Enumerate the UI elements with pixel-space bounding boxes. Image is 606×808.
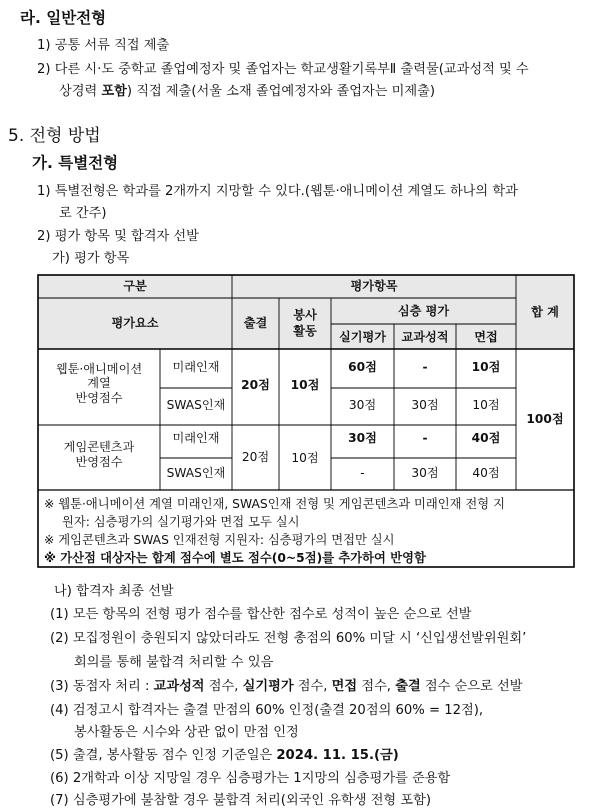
header-practical: 실기평가: [338, 330, 387, 344]
row1-practical: 60점: [348, 360, 377, 374]
group-webtoon-2: 계열: [87, 376, 111, 390]
tie-text-d: 점수,: [357, 679, 396, 694]
table-note-1-line-1: ※ 웹툰·애니메이션 계열 미래인재, SWAS인재 전형 및 게임콘텐츠과 미래인재 전형 지: [44, 497, 505, 511]
ra-item-2-bold: 포함: [101, 84, 127, 99]
row1-grades: -: [422, 360, 428, 374]
header-deep-eval: 심층 평가: [397, 304, 450, 318]
header-grades: 교과성적: [401, 330, 449, 344]
selection-item-4-line-1: (4) 검정고시 합격자는 출결 만점의 60% 인정(출결 20점의 60% = 12점),: [50, 703, 484, 718]
tie-text-a: (3) 동점자 처리 :: [50, 679, 154, 694]
tie-text-c: 점수,: [293, 679, 332, 694]
row3-practical: 30점: [348, 431, 377, 445]
tie-practical: 실기평가: [242, 679, 294, 694]
group-webtoon-3: 반영점수: [75, 391, 123, 405]
selection-item-5: [50, 744, 399, 763]
header-eval-element: 평가요소: [111, 316, 159, 330]
row4-grades: 30점: [411, 466, 439, 480]
row3-type: 미래인재: [172, 431, 220, 445]
reference-date-text: (5) 출결, 봉사활동 점수 인정 기준일은: [50, 748, 277, 763]
header-volunteer-2: 활동: [293, 324, 317, 338]
ga-item-1-line-2: 로 간주): [59, 206, 107, 221]
eval-items-subheading: 가) 평가 항목: [52, 251, 130, 266]
tie-text-e: 점수 순으로 선발: [420, 679, 523, 694]
tie-text-b: 점수,: [204, 679, 243, 694]
group-webtoon-1: 웹툰·애니메이션: [55, 362, 143, 376]
table-note-3: ※ 가산점 대상자는 합계 점수에 별도 점수(0~5점)를 추가하여 반영함: [44, 551, 426, 565]
selection-item-2-line-1: (2) 모집정원이 충원되지 않았더라도 전형 총점의 60% 미달 시 ‘신입생선발위원회’: [50, 631, 527, 646]
selection-item-7: (7) 심층평가에 불참할 경우 불합격 처리(외국인 유학생 전형 포함): [50, 793, 431, 808]
header-total: 합 계: [531, 305, 559, 319]
tie-grades: 교과성적: [153, 679, 205, 694]
total-score: 100점: [526, 412, 564, 426]
group1-attendance: 20점: [241, 378, 270, 392]
row1-type: 미래인재: [172, 360, 220, 374]
group1-volunteer: 10점: [290, 378, 320, 392]
table-note-2: ※ 게임콘텐츠과 SWAS 인재전형 지원자: 심층평가의 면접만 실시: [44, 533, 395, 547]
group-game-2: 반영점수: [75, 455, 123, 469]
reference-date: 2024. 11. 15.(금): [276, 748, 399, 763]
ra-item-2-text-a: 상경력: [59, 84, 102, 99]
tie-attendance: 출결: [395, 679, 421, 694]
section-5-heading: 5. 전형 방법: [8, 126, 101, 146]
header-eval-items: 평가항목: [350, 279, 398, 293]
selection-item-2-line-2: 회의를 통해 불합격 처리할 수 있음: [74, 655, 274, 670]
row4-practical: -: [360, 466, 365, 480]
ra-item-2-line-1: 2) 다른 시·도 중학교 졸업예정자 및 졸업자는 학교생활기록부Ⅱ 출력물(교과성적 및 수: [37, 62, 529, 77]
row2-interview: 10점: [472, 398, 500, 412]
row3-grades: -: [422, 431, 428, 445]
row1-interview: 10점: [471, 360, 501, 374]
group2-attendance: 20점: [241, 450, 270, 464]
ra-item-1: 1) 공통 서류 직접 제출: [37, 38, 170, 53]
selection-item-6: (6) 2개학과 이상 지망일 경우 심층평가는 1지망의 심층평가를 준용함: [50, 771, 451, 786]
tie-interview: 면접: [331, 679, 358, 694]
selection-heading: 나) 합격자 최종 선발: [54, 584, 174, 599]
section-heading-ra: 라. 일반전형: [20, 9, 107, 27]
group2-volunteer: 10점: [291, 451, 319, 465]
section-ga-heading: 가. 특별전형: [32, 154, 119, 172]
header-volunteer-1: 봉사: [293, 308, 317, 322]
row3-interview: 40점: [471, 431, 501, 445]
row2-practical: 30점: [348, 398, 377, 412]
ga-item-2: 2) 평가 항목 및 합격자 선발: [37, 229, 199, 244]
ra-item-2-text-b: ) 직접 제출(서울 소재 졸업예정자와 졸업자는 미제출): [126, 84, 436, 99]
header-interview: 면접: [474, 330, 498, 344]
row2-type: SWAS인재: [166, 398, 226, 412]
selection-item-4-line-2: 봉사활동은 시수와 상관 없이 만점 인정: [74, 725, 299, 740]
header-gubun: 구분: [123, 279, 147, 293]
table-note-1-line-2: 원자: 심층평가의 실기평가와 면접 모두 실시: [62, 515, 300, 529]
selection-item-1: (1) 모든 항목의 전형 평가 점수를 합산한 점수로 성적이 높은 순으로 선발: [50, 607, 472, 622]
group-game-1: 게임콘텐츠과: [63, 440, 135, 454]
selection-item-3: [50, 675, 522, 694]
row2-grades: 30점: [411, 398, 439, 412]
header-attendance: 출결: [243, 316, 268, 330]
ga-item-1-line-1: 1) 특별전형은 학과를 2개까지 지망할 수 있다.(웹툰·애니메이션 계열도 하나의 학과: [37, 184, 518, 199]
row4-type: SWAS인재: [166, 466, 226, 480]
row4-interview: 40점: [472, 466, 500, 480]
